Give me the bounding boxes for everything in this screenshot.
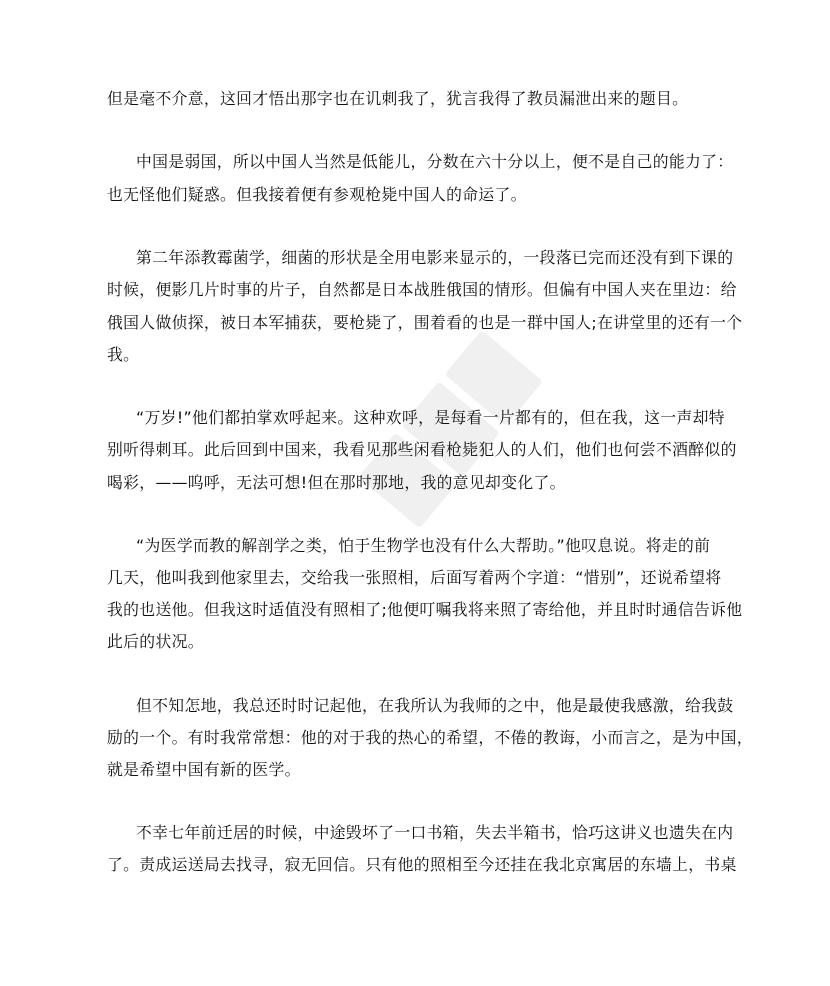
paragraph-3-line-1: 第二年添教霉菌学，细菌的形状是全用电影来显示的，一段落已完而还没有到下课的	[136, 248, 734, 267]
paragraph-2-line-2: 也无怪他们疑惑。但我接着便有参观枪毙中国人的命运了。	[107, 185, 527, 204]
paragraph-4-line-1: “万岁!”他们都拍掌欢呼起来。这种欢呼，是每看一片都有的，但在我，这一声却特	[136, 408, 725, 427]
paragraph-6-line-2: 励的一个。有时我常常想：他的对于我的热心的希望，不倦的教诲，小而言之，是为中国，	[107, 728, 753, 747]
paragraph-3-line-4: 我。	[107, 345, 140, 364]
paragraph-4-line-2: 别听得刺耳。此后回到中国来，我看见那些闲看枪毙犯人的人们，他们也何尝不酒醉似的	[107, 440, 737, 459]
paragraph-3-line-3: 俄国人做侦探，被日本军捕获，要枪毙了，围着看的也是一群中国人;在讲堂里的还有一个	[107, 313, 743, 332]
paragraph-2-line-1: 中国是弱国，所以中国人当然是低能儿，分数在六十分以上，便不是自己的能力了：	[136, 152, 734, 171]
paragraph-5-line-3: 我的也送他。但我这时适值没有照相了;他便叮嘱我将来照了寄给他，并且时时通信告诉他	[107, 600, 743, 619]
paragraph-6-line-1: 但不知怎地，我总还时时记起他，在我所认为我师的之中，他是最使我感激，给我鼓	[136, 696, 734, 715]
paragraph-5-line-1: “为医学而教的解剖学之类，怕于生物学也没有什么大帮助。”他叹息说。将走的前	[136, 536, 711, 555]
paragraph-5-line-2: 几天，他叫我到他家里去，交给我一张照相，后面写着两个字道：“惜别”，还说希望将	[107, 568, 722, 587]
paragraph-6-line-3: 就是希望中国有新的医学。	[107, 760, 301, 779]
paragraph-1-line-1: 但是毫不介意，这回才悟出那字也在讥刺我了，犹言我得了教员漏泄出来的题目。	[107, 89, 689, 108]
paragraph-5-line-4: 此后的状况。	[107, 632, 204, 651]
paragraph-7-line-1: 不幸七年前迁居的时候，中途毁坏了一口书箱，失去半箱书，恰巧这讲义也遗失在内	[136, 823, 734, 842]
paragraph-7-line-2: 了。责成运送局去找寻，寂无回信。只有他的照相至今还挂在我北京寓居的东墙上，书桌	[107, 855, 737, 874]
paragraph-3-line-2: 时候，便影几片时事的片子，自然都是日本战胜俄国的情形。但偏有中国人夹在里边：给	[107, 280, 737, 299]
paragraph-4-line-3: 喝彩，——呜呼，无法可想!但在那时那地，我的意见却变化了。	[107, 473, 566, 492]
